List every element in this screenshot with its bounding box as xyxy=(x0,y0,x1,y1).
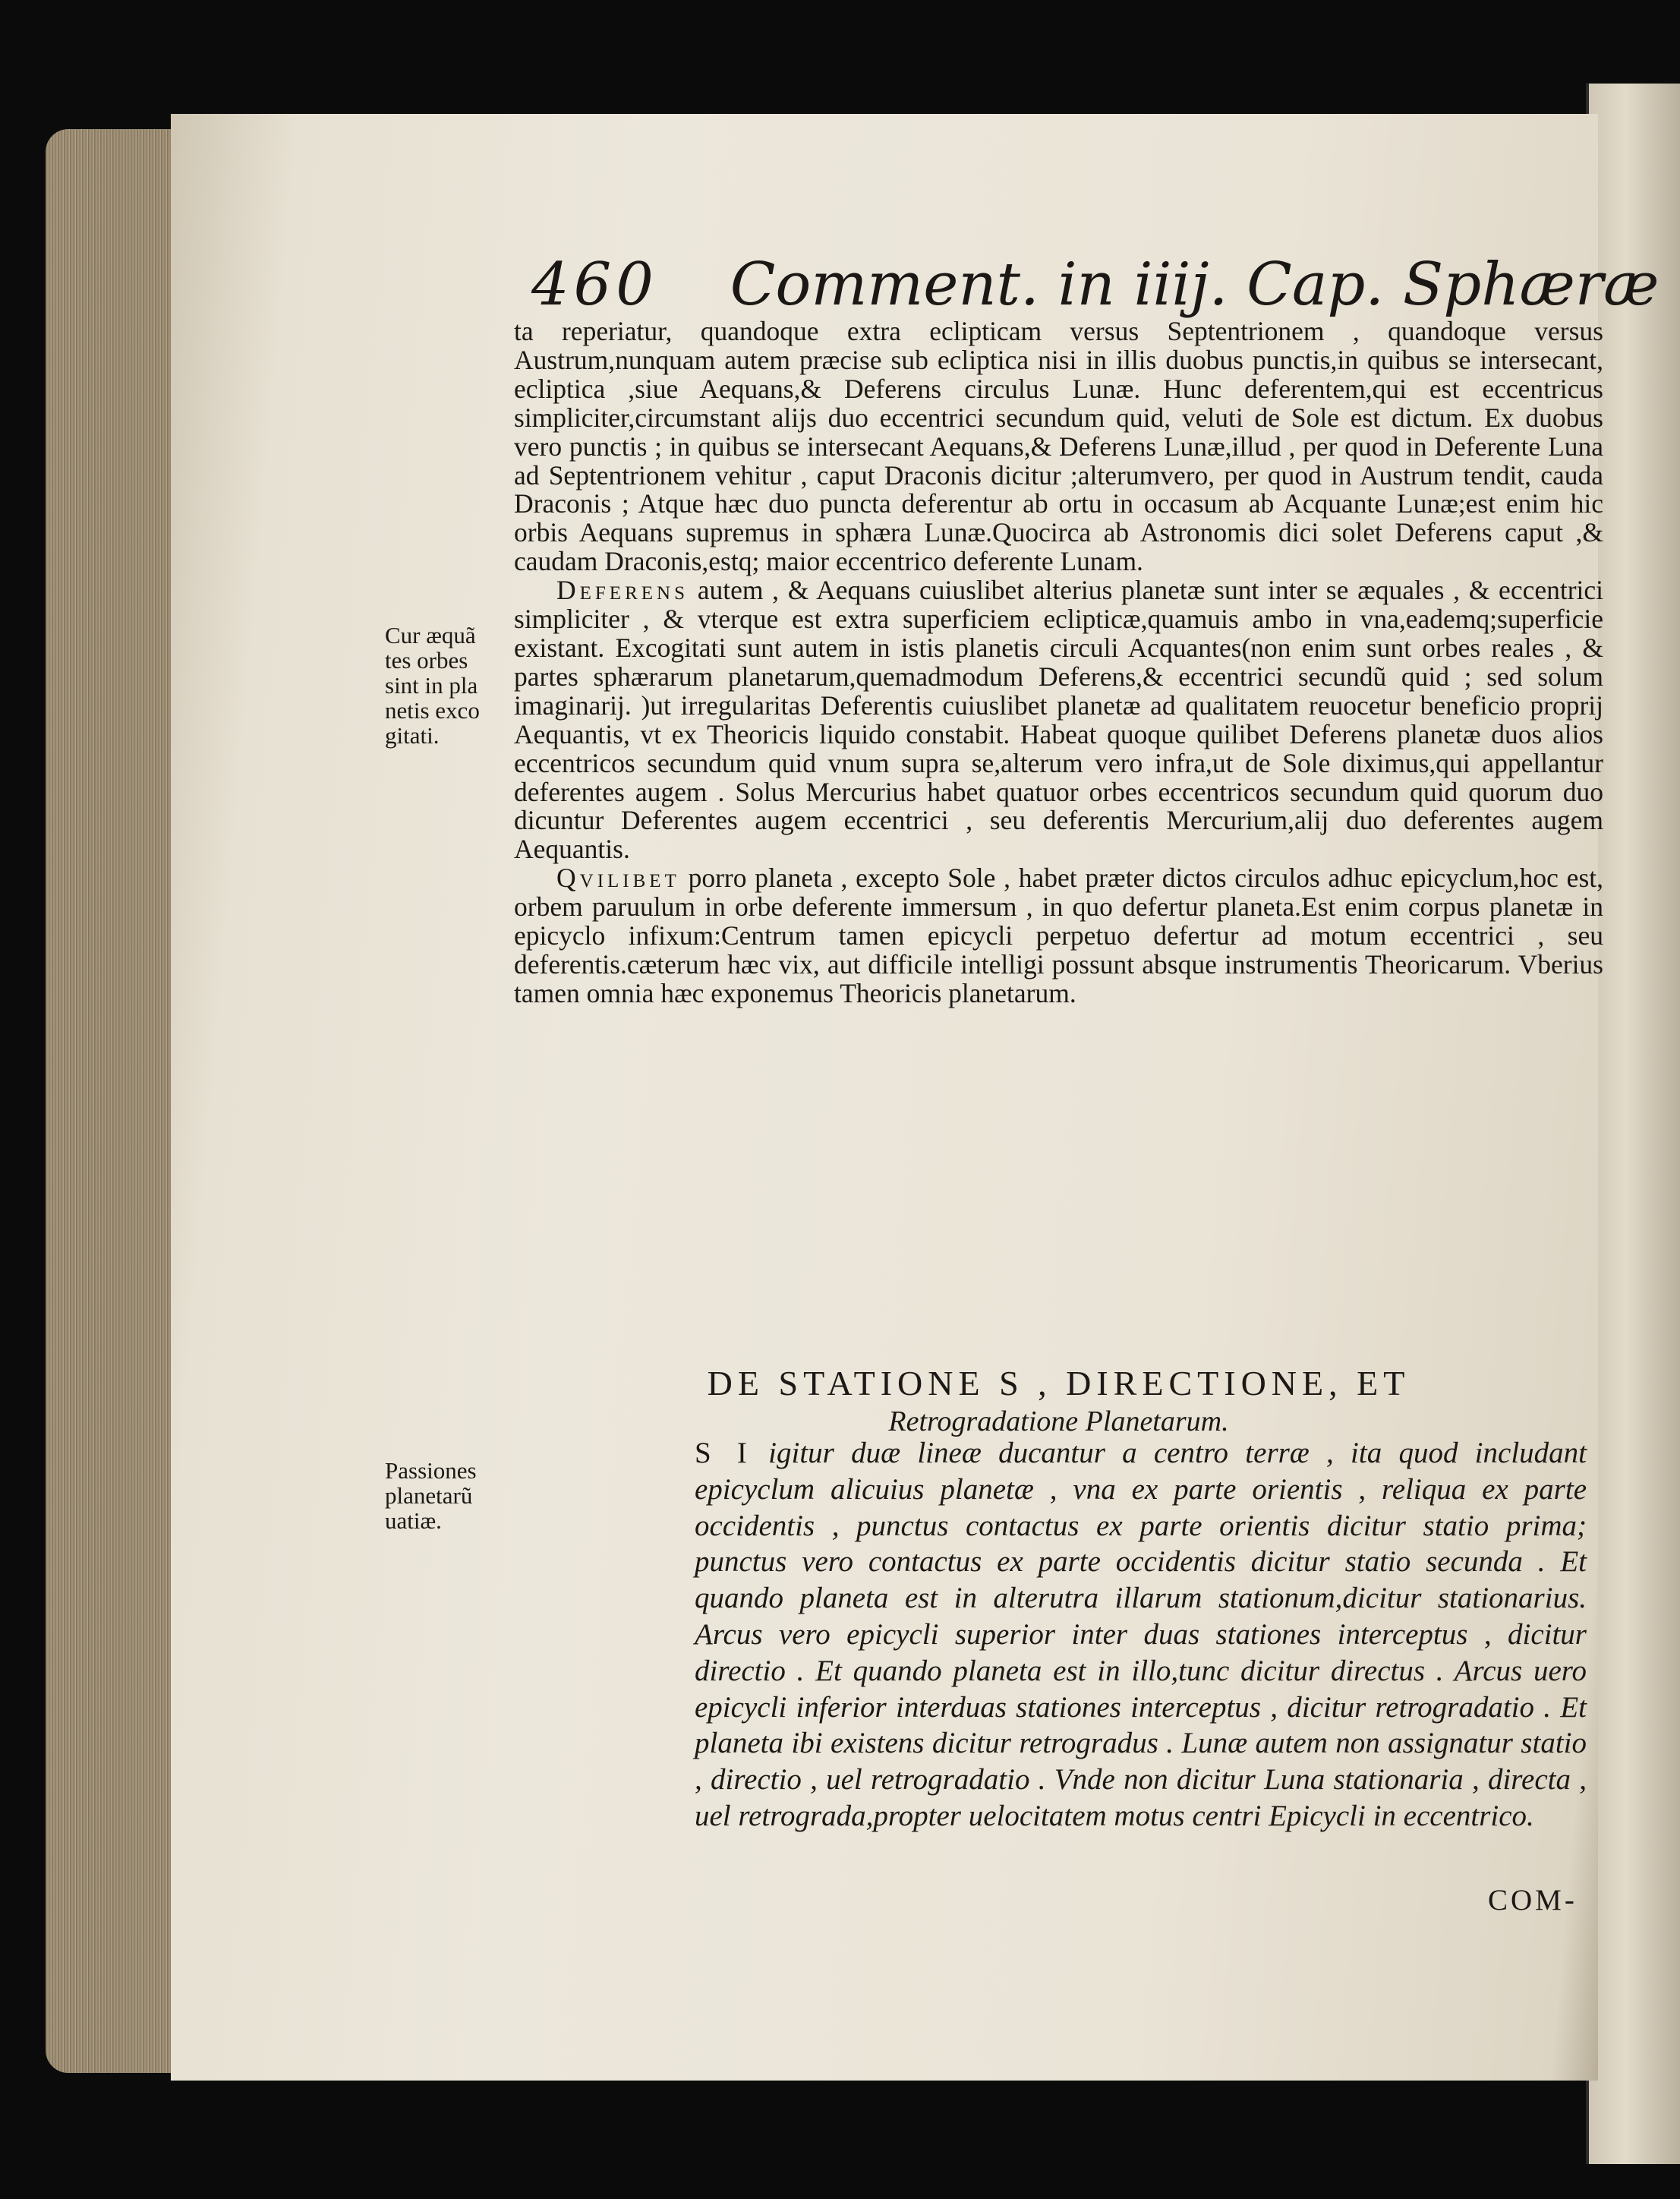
paragraph xyxy=(514,576,1603,864)
main-text-block xyxy=(514,317,1603,1008)
section-subheading: Retrogradatione Planetarum. xyxy=(888,1406,1229,1437)
section-text xyxy=(695,1435,1587,1835)
page-number: 460 xyxy=(531,251,658,319)
paragraph-lead: Deferens xyxy=(556,575,689,606)
paragraph xyxy=(514,864,1603,1008)
running-head-title: Comment. in iiij. Cap. Sphæræ xyxy=(730,251,1660,319)
book-page xyxy=(171,114,1660,2081)
section-heading: DE STATIONE S , DIRECTIONE, ET xyxy=(707,1364,1411,1402)
paragraph: ta reperiatur, quandoque extra eclipticam versus Septentrionem , quandoque versus Austrum,nunquam autem præcise sub ecliptica nisi in illis duobus punctis,in quibus se intersecant, ecliptica ,siue Aequans,& Deferens circulus Lunæ. Hunc deferentem,qui est eccentricus simpliciter,circumstant alijs duo eccentrici secundum quid, veluti de Sole est dictum. Ex duobus vero punctis ; in quibus se intersecant Aequans,& Deferens Lunæ,illud , per quod in Deferente Luna ad Septentrionem vehitur , caput Draconis dicitur ;alterumvero, per quod in Austrum tendit, cauda Draconis ; Atque hæc duo puncta deferentur ab ortu in occasum ab Acquante Lunæ;est enim hic orbis Aequans supremus in sphæra Lunæ.Quocirca ab Astronomis dici solet Deferens caput ,& caudam Draconis,estq; maior eccentrico deferente Lunam. xyxy=(514,316,1603,577)
paragraph-lead: Qvilibet xyxy=(556,863,680,894)
section-body: igitur duæ lineæ ducantur a centro terræ , ita quod includant epicyclum alicuius planetæ , vna ex parte orientis , reliqua ex parte occidentis , punctus contactus ex parte orientis dicitur statio prima; punctus vero contactus ex parte occidentis dicitur statio secunda . Et quando planeta est in alterutra illarum stationum,dicitur stationarius. Arcus vero epicycli superior inter duas stationes interceptus , dicitur directio . Et quando planeta est in illo,tunc dicitur directus . Arcus uero epicycli inferior interduas stationes interceptus , dicitur retrogradatio . Et planeta ibi existens dicitur retrogradus . Lunæ autem non assignatur statio , directio , uel retrogradatio . Vnde non dicitur Luna stationaria , directa , uel retrograda,propter uelocitatem motus centri Epicycli in eccentrico. xyxy=(695,1437,1587,1832)
margin-note-aequantes: Cur æquã tes orbes sint in pla netis exco gitati. xyxy=(385,622,480,749)
margin-note-passiones: Passiones planetarũ uatiæ. xyxy=(385,1457,477,1534)
section-lead: S I xyxy=(695,1437,752,1469)
paragraph-body: porro planeta , excepto Sole , habet præter dictos circulos adhuc epicyclum,hoc est, orbem paruulum in orbe deferente immersum , in quo defertur planeta.Est enim corpus planetæ in epicyclo infixum:Centrum tamen epicycli perpetuo defertur ad motum eccentrici , seu deferentis.cæterum hæc vix, aut difficile intelligi possunt absque instrumentis Theoricarum. Vberius tamen omnia hæc exponemus Theoricis planetarum. xyxy=(514,863,1603,1008)
catchword: COM- xyxy=(1488,1884,1578,1917)
paragraph-body: autem , & Aequans cuiuslibet alterius planetæ sunt inter se æquales , & eccentrici simpliciter , & vterque est extra superficiem eclipticæ,quamuis ambo in vna,eademq;superficie existant. Excogitati sunt autem in istis planetis circuli Acquantes(non enim sunt orbes reales , & partes sphærarum planetarum,quemadmodum Deferens,& eccentrici secundũ quid ; sed solum imaginarij. )ut irregularitas Deferentis cuiuslibet planetæ ad qualitatem reuocetur beneficio proprij Aequantis, vt ex Theoricis liquido constabit. Habeat quoque quilibet Deferens planetæ duos alios eccentricos secundum quid vnum supra se,alterum vero infra,ut de Sole diximus,qui appellantur deferentes augem . Solus Mercurius habet quatuor orbes eccentricos secundum quid quorum duo dicuntur Deferentes augem eccentrici , seu deferentis Mercurium,alij duo deferentes augem Aequantis. xyxy=(514,575,1604,865)
book-fore-edge xyxy=(46,129,190,2073)
